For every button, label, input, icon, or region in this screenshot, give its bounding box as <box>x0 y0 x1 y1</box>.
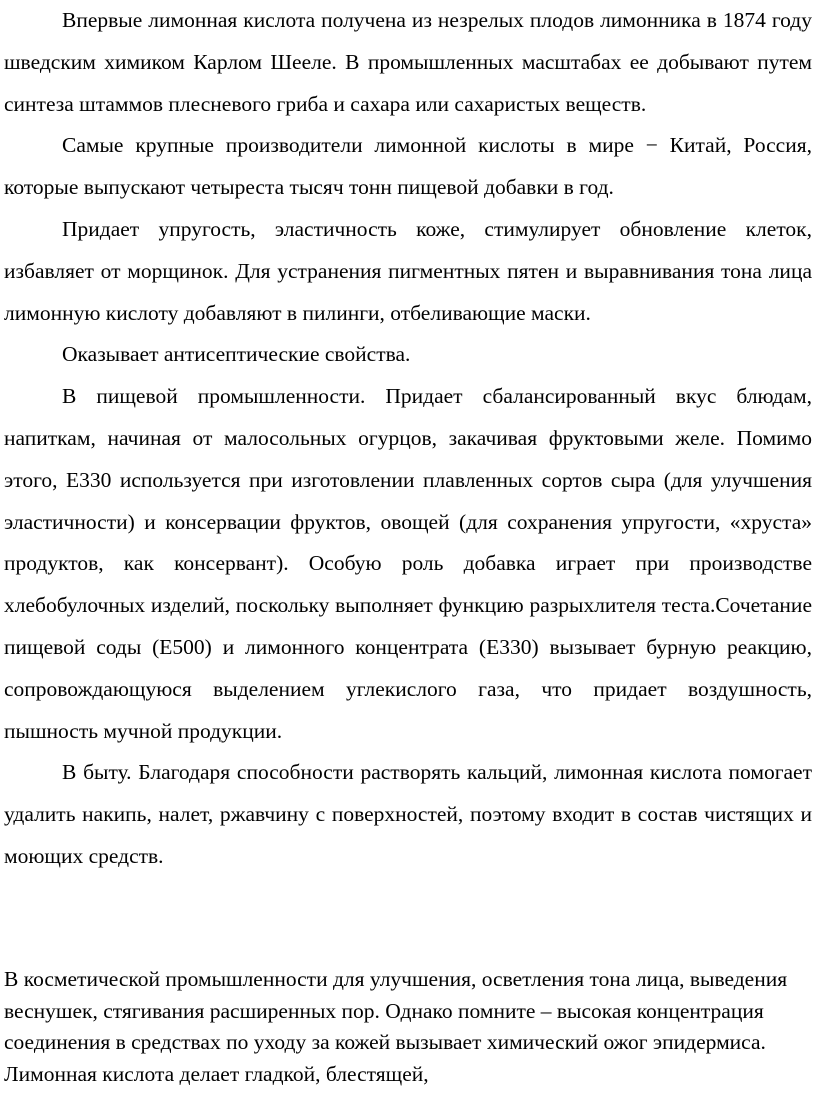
paragraph-skin-effects: Придает упругость, эластичность коже, стимулирует обновление клеток, избавляет от морщинок. Для устранения пигментных пятен и выравнивания тона лица лимонную кислоту добавляют в пилинги, отбеливающие маски. <box>4 216 812 325</box>
paragraph-history: Впервые лимонная кислота получена из незрелых плодов лимонника в 1874 году шведским химиком Карлом Шееле. В промышленных масштабах ее добывают путем синтеза штаммов плесневого гриба и сахара или сахаристых веществ. <box>4 8 812 116</box>
paragraph-antiseptic: Оказывает антисептические свойства. <box>62 342 411 367</box>
paragraph-cosmetics: В косметической промышленности для улучшения, осветления тона лица, выведения веснушек, стягивания расширенных пор. Однако помните – высокая концентрация соединения в средствах по уходу за кожей вызывает химический ожог эпидермиса. Лимонная кислота делает гладкой, блестящей, <box>4 967 788 1087</box>
paragraph-food-industry: В пищевой промышленности. Придает сбалансированный вкус блюдам, напиткам, начиная от малосольных огурцов, закачивая фруктовыми желе. Помимо этого, Е330 используется при изготовлении плавленных сортов сыра (для улучшения эластичности) и консервации фруктов, овощей (для сохранения упругости, «хруста» продуктов, как консервант). Особую роль добавка играет при производстве хлебобулочных изделий, поскольку выполняет функцию разрыхлителя теста.Сочетание пищевой соды (Е500) и лимонного концентрата (Е330) вызывает бурную реакцию, сопровождающуюся выделением углекислого газа, что придает воздушность, пышность мучной продукции. <box>4 384 812 743</box>
document-body <box>4 0 812 878</box>
paragraph-producers: Самые крупные производители лимонной кислоты в мире − Китай, Россия, которые выпускают четыреста тысяч тонн пищевой добавки в год. <box>4 133 812 200</box>
document-tail <box>4 964 804 1091</box>
paragraph-household: В быту. Благодаря способности растворять кальций, лимонная кислота помогает удалить накипь, налет, ржавчину с поверхностей, поэтому входит в состав чистящих и моющих средств. <box>4 760 812 868</box>
